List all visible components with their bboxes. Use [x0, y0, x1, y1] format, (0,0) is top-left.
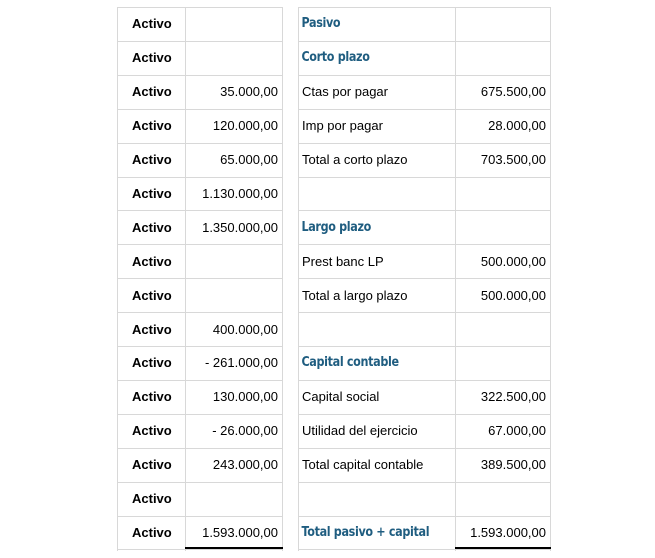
activo-amount[interactable]	[185, 41, 282, 75]
activo-label[interactable]: Activo	[132, 355, 172, 371]
pasivo-label[interactable]: Total a corto plazo	[302, 152, 408, 168]
activo-label[interactable]: Activo	[132, 423, 172, 439]
section-header[interactable]: Total pasivo + capital	[301, 524, 430, 540]
activo-amount[interactable]: 35.000,00	[220, 84, 278, 100]
pasivo-amount[interactable]: 28.000,00	[488, 118, 546, 134]
activo-amount[interactable]: 1.593.000,00	[202, 524, 278, 540]
activo-amount[interactable]: 65.000,00	[220, 152, 278, 168]
pasivo-amount[interactable]: 703.500,00	[480, 152, 546, 168]
section-header[interactable]: Largo plazo	[301, 219, 371, 235]
pasivo-amount[interactable]	[455, 177, 550, 211]
pasivo-label[interactable]: Total a largo plazo	[302, 287, 408, 303]
pasivo-amount[interactable]	[455, 346, 550, 380]
activo-label[interactable]: Activo	[132, 84, 172, 100]
activo-label[interactable]: Activo	[132, 152, 172, 168]
activo-amount[interactable]: 1.130.000,00	[202, 185, 278, 201]
pasivo-amount[interactable]: 1.593.000,00	[470, 524, 546, 540]
grid-line-horizontal	[117, 549, 283, 550]
activo-label[interactable]: Activo	[132, 491, 172, 507]
activo-label[interactable]: Activo	[132, 253, 172, 269]
pasivo-label[interactable]	[298, 312, 455, 346]
pasivo-label[interactable]: Prest banc LP	[302, 253, 384, 269]
activo-label[interactable]: Activo	[132, 287, 172, 303]
pasivo-amount[interactable]: 389.500,00	[480, 457, 546, 473]
activo-amount[interactable]: 130.000,00	[212, 389, 278, 405]
pasivo-label[interactable]	[298, 482, 455, 516]
section-header[interactable]: Pasivo	[301, 16, 341, 32]
pasivo-amount[interactable]	[455, 7, 550, 41]
pasivo-amount[interactable]: 67.000,00	[488, 423, 546, 439]
activo-amount[interactable]: - 261.000,00	[204, 355, 278, 371]
activo-amount[interactable]	[185, 482, 282, 516]
activo-amount[interactable]: 400.000,00	[212, 321, 278, 337]
pasivo-label[interactable]: Imp por pagar	[302, 118, 383, 134]
activo-label[interactable]: Activo	[132, 185, 172, 201]
activo-label[interactable]: Activo	[132, 321, 172, 337]
pasivo-label[interactable]: Capital social	[302, 389, 380, 405]
activo-label[interactable]: Activo	[132, 219, 172, 235]
activo-label[interactable]: Activo	[132, 50, 172, 66]
pasivo-amount[interactable]	[455, 210, 550, 244]
activo-amount[interactable]: 1.350.000,00	[202, 219, 278, 235]
activo-label[interactable]: Activo	[132, 389, 172, 405]
activo-amount[interactable]: 243.000,00	[212, 457, 278, 473]
activo-amount[interactable]: 120.000,00	[212, 118, 278, 134]
pasivo-amount[interactable]: 675.500,00	[480, 84, 546, 100]
pasivo-label[interactable]: Total capital contable	[302, 457, 424, 473]
activo-amount[interactable]	[185, 7, 282, 41]
section-header[interactable]: Corto plazo	[301, 50, 370, 66]
pasivo-amount[interactable]: 500.000,00	[480, 253, 546, 269]
activo-label[interactable]: Activo	[132, 457, 172, 473]
pasivo-label[interactable]	[298, 177, 455, 211]
pasivo-label[interactable]: Ctas por pagar	[302, 84, 388, 100]
activo-amount[interactable]	[185, 278, 282, 312]
activo-label[interactable]: Activo	[132, 524, 172, 540]
pasivo-amount[interactable]: 500.000,00	[480, 287, 546, 303]
pasivo-amount[interactable]	[455, 41, 550, 75]
section-header[interactable]: Capital contable	[301, 355, 399, 371]
pasivo-amount[interactable]	[455, 312, 550, 346]
activo-amount[interactable]: - 26.000,00	[212, 423, 278, 439]
pasivo-amount[interactable]	[455, 482, 550, 516]
activo-label[interactable]: Activo	[132, 118, 172, 134]
activo-amount[interactable]	[185, 244, 282, 278]
grid-line-horizontal	[298, 549, 551, 550]
pasivo-amount[interactable]: 322.500,00	[480, 389, 546, 405]
activo-label[interactable]: Activo	[132, 16, 172, 32]
pasivo-label[interactable]: Utilidad del ejercicio	[302, 423, 418, 439]
